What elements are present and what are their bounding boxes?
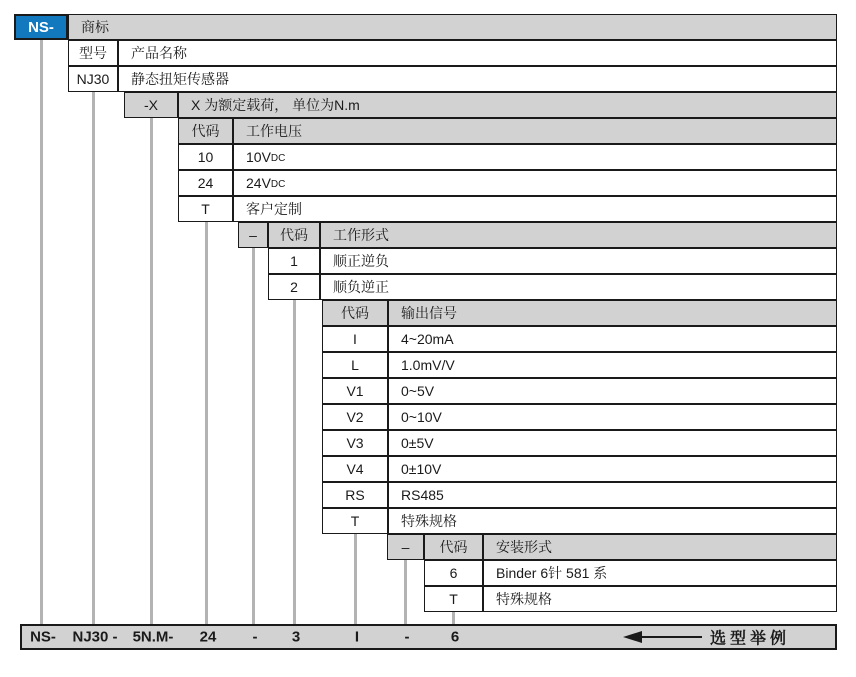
output-signal-label: 0~10V <box>401 409 442 425</box>
work-mode-header-desc-cell <box>320 222 837 248</box>
arrow-shaft <box>640 636 702 638</box>
model-header-code-cell <box>68 40 118 66</box>
mounting-code-cell <box>424 586 483 612</box>
supply-voltage-code-cell <box>178 196 233 222</box>
rated-load-header-text: X 为额定载荷， 单位为N.m <box>191 97 360 113</box>
output-signal-label: 4~20mA <box>401 331 454 347</box>
supply-voltage-code: T <box>201 201 210 217</box>
model-label-cell <box>118 66 837 92</box>
mounting-header-code-cell <box>424 534 483 560</box>
model-code: NJ30 <box>76 71 110 87</box>
work-mode-label: 顺负逆正 <box>333 279 389 295</box>
mounting-code-cell <box>424 560 483 586</box>
connector-line <box>252 248 255 624</box>
output-signal-code: V4 <box>346 461 364 477</box>
output-signal-header-desc-cell <box>388 300 837 326</box>
mounting-label: 特殊规格 <box>496 591 552 607</box>
supply-voltage-label: 客户定制 <box>246 201 302 217</box>
brand-prefix-box <box>14 14 68 40</box>
brand-header-text: 商标 <box>81 19 109 35</box>
output-signal-header-text: 输出信号 <box>401 305 457 321</box>
output-signal-code-cell <box>322 352 388 378</box>
example-part: 3 <box>291 628 301 646</box>
connector-line <box>452 612 455 624</box>
work-mode-code: 2 <box>290 279 298 295</box>
output-signal-code-cell <box>322 378 388 404</box>
connector-line <box>40 40 43 624</box>
connector-line <box>150 118 153 624</box>
connector-line <box>354 534 357 624</box>
output-signal-label: 特殊规格 <box>401 513 457 529</box>
supply-voltage-label-cell <box>233 144 837 170</box>
rated-load-header-desc-cell <box>178 92 837 118</box>
model-label: 静态扭矩传感器 <box>131 71 229 87</box>
work-mode-label-cell <box>320 274 837 300</box>
mounting-label-cell <box>483 586 837 612</box>
supply-voltage-label: 10V <box>246 149 271 165</box>
brand-header-desc-cell <box>68 14 837 40</box>
output-signal-label: 0±5V <box>401 435 434 451</box>
brand-header-text: NS- <box>28 18 54 36</box>
example-part: 24 <box>199 628 217 646</box>
output-signal-label: RS485 <box>401 487 444 503</box>
rated-load-header-text: -X <box>144 97 158 113</box>
connector-line <box>205 222 208 624</box>
supply-voltage-header-text: 工作电压 <box>246 123 302 139</box>
output-signal-code-cell <box>322 456 388 482</box>
output-signal-code-cell <box>322 508 388 534</box>
example-caption: 选型举例 <box>710 630 791 648</box>
mounting-code: T <box>449 591 458 607</box>
supply-voltage-code: 10 <box>197 149 214 165</box>
output-signal-code: V2 <box>346 409 364 425</box>
arrow-left-icon <box>623 631 642 643</box>
mounting-header-dash-cell <box>387 534 424 560</box>
work-mode-header-text: 工作形式 <box>333 227 389 243</box>
model-header-text: 产品名称 <box>131 45 187 61</box>
work-mode-header-dash-cell <box>238 222 268 248</box>
connector-line <box>404 560 407 624</box>
supply-voltage-code-cell <box>178 144 233 170</box>
supply-voltage-label-sub: DC <box>270 178 286 190</box>
mounting-label-cell <box>483 560 837 586</box>
output-signal-header-text: 代码 <box>341 305 369 321</box>
output-signal-label-cell <box>388 456 837 482</box>
output-signal-code: T <box>350 513 360 529</box>
mounting-header-desc-cell <box>483 534 837 560</box>
mounting-code: 6 <box>449 565 458 581</box>
example-part: 5N.M- <box>132 628 174 646</box>
example-part: 6 <box>450 628 460 646</box>
mounting-header-text: – <box>401 539 410 555</box>
model-code-cell <box>68 66 118 92</box>
output-signal-label: 0~5V <box>401 383 435 399</box>
example-part: - <box>404 628 410 646</box>
connector-line <box>92 92 95 624</box>
model-header-desc-cell <box>118 40 837 66</box>
supply-voltage-label-sub: DC <box>270 152 286 164</box>
supply-voltage-label-cell <box>233 170 837 196</box>
work-mode-code-cell <box>268 248 320 274</box>
output-signal-label: 0±10V <box>401 461 442 477</box>
output-signal-label-cell <box>388 352 837 378</box>
supply-voltage-code: 24 <box>197 175 214 191</box>
model-header-text: 型号 <box>79 45 107 61</box>
output-signal-label-cell <box>388 326 837 352</box>
work-mode-header-text: – <box>249 227 257 243</box>
output-signal-code-cell <box>322 482 388 508</box>
example-part: I <box>354 628 360 646</box>
output-signal-code: L <box>351 357 359 373</box>
mounting-header-text: 代码 <box>439 539 468 555</box>
output-signal-label-cell <box>388 482 837 508</box>
supply-voltage-header-text: 代码 <box>191 123 220 139</box>
mounting-header-text: 安装形式 <box>496 539 552 555</box>
work-mode-code: 1 <box>290 253 298 269</box>
work-mode-code-cell <box>268 274 320 300</box>
example-part: - <box>252 628 258 646</box>
output-signal-code: V3 <box>346 435 364 451</box>
supply-voltage-label: 24V <box>246 175 271 191</box>
output-signal-code-cell <box>322 404 388 430</box>
output-signal-code: I <box>353 331 357 347</box>
output-signal-code-cell <box>322 326 388 352</box>
rated-load-header-code-cell <box>124 92 178 118</box>
supply-voltage-code-cell <box>178 170 233 196</box>
output-signal-label-cell <box>388 430 837 456</box>
output-signal-label-cell <box>388 378 837 404</box>
output-signal-label: 1.0mV/V <box>401 357 455 373</box>
work-mode-header-text: 代码 <box>280 227 308 243</box>
connector-line <box>293 300 296 624</box>
output-signal-code: V1 <box>346 383 364 399</box>
mounting-label: Binder 6针 581 系 <box>496 565 608 581</box>
output-signal-label-cell <box>388 404 837 430</box>
supply-voltage-header-desc-cell <box>233 118 837 144</box>
output-signal-code-cell <box>322 430 388 456</box>
work-mode-label: 顺正逆负 <box>333 253 389 269</box>
supply-voltage-header-code-cell <box>178 118 233 144</box>
example-part: NJ30 - <box>72 628 118 646</box>
example-part: NS- <box>30 628 56 646</box>
work-mode-label-cell <box>320 248 837 274</box>
output-signal-code: RS <box>345 487 365 503</box>
example-bar <box>20 624 837 650</box>
supply-voltage-label-cell <box>233 196 837 222</box>
output-signal-header-code-cell <box>322 300 388 326</box>
work-mode-header-code-cell <box>268 222 320 248</box>
output-signal-label-cell <box>388 508 837 534</box>
